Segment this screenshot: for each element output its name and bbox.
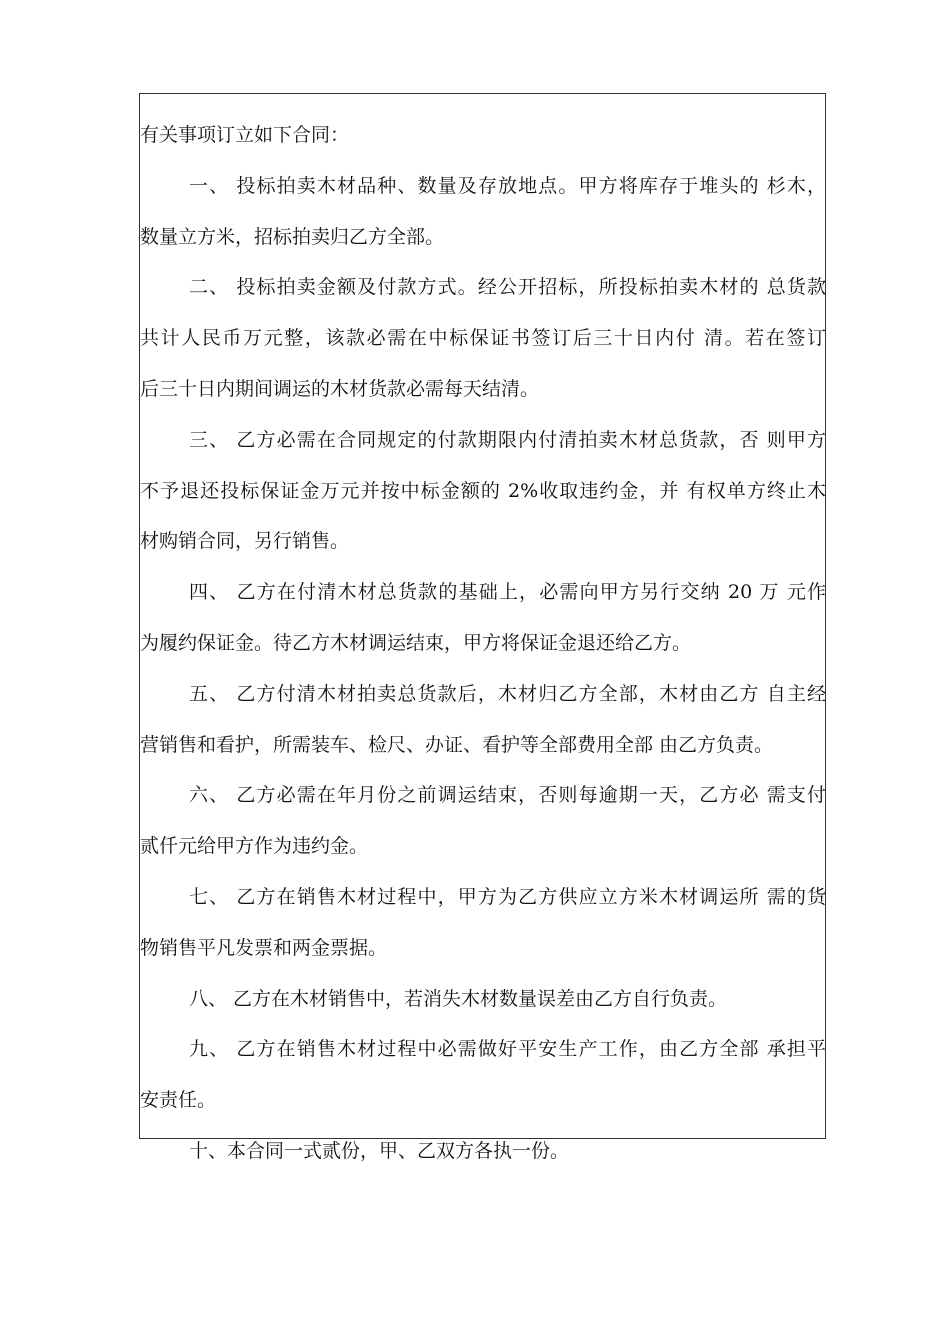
paragraph-line: 六、 乙方必需在年月份之前调运结束，否则每逾期一天，乙方必 需支付 [189, 784, 826, 807]
contract-paragraph [140, 1126, 826, 1177]
contract-paragraph [140, 262, 826, 414]
contract-paragraph [140, 770, 826, 872]
paragraph-line: 十、本合同一式贰份，甲、乙双方各执一份。 [189, 1139, 570, 1162]
paragraph-line: 材购销合同，另行销售。 [140, 530, 350, 553]
paragraph-line: 为履约保证金。待乙方木材调运结束，甲方将保证金退还给乙方。 [140, 631, 692, 654]
contract-paragraph [140, 161, 826, 263]
contract-paragraph [140, 872, 826, 974]
paragraph-line: 安责任。 [140, 1089, 217, 1112]
paragraph-line: 有关事项订立如下合同： [140, 124, 350, 146]
contract-paragraph [140, 974, 826, 1025]
paragraph-line: 共计人民币万元整，该款必需在中标保证书签订后三十日内付 清。若在签订 [140, 327, 826, 350]
contract-frame [139, 93, 826, 1162]
contract-paragraph [140, 669, 826, 771]
paragraph-line: 营销售和看护，所需装车、检尺、办证、看护等全部费用全部 由乙方负责。 [140, 733, 774, 756]
paragraph-line: 二、 投标拍卖金额及付款方式。经公开招标，所投标拍卖木材的 总货款 [189, 276, 826, 299]
contract-paragraph [140, 1024, 826, 1126]
paragraph-line: 一、 投标拍卖木材品种、数量及存放地点。甲方将库存于堆头的 杉木， [189, 174, 826, 197]
paragraph-line: 五、 乙方付清木材拍卖总货款后，木材归乙方全部，木材由乙方 自主经 [189, 682, 826, 705]
paragraph-line: 物销售平凡发票和两金票据。 [140, 936, 388, 959]
paragraph-line: 七、 乙方在销售木材过程中，甲方为乙方供应立方米木材调运所 需的货 [189, 885, 826, 908]
paragraph-line: 数量立方米，招标拍卖归乙方全部。 [140, 225, 445, 248]
paragraph-line: 贰仟元给甲方作为违约金。 [140, 835, 369, 858]
contract-paragraph [140, 415, 826, 567]
paragraph-line: 三、 乙方必需在合同规定的付款期限内付清拍卖木材总货款，否 则甲方 [189, 428, 826, 451]
contract-paragraph [140, 110, 826, 161]
paragraph-line: 四、 乙方在付清木材总货款的基础上，必需向甲方另行交纳 20 万 元作 [189, 581, 826, 604]
paragraph-line: 后三十日内期间调运的木材货款必需每天结清。 [140, 377, 540, 400]
paragraph-line: 九、 乙方在销售木材过程中必需做好平安生产工作，由乙方全部 承担平 [189, 1038, 826, 1061]
paragraph-line: 不予退还投标保证金万元并按中标金额的 2%收取违约金，并 有权单方终止木 [140, 479, 826, 502]
contract-paragraph [140, 567, 826, 669]
contract-body [140, 110, 826, 1177]
paragraph-line: 八、 乙方在木材销售中，若消失木材数量误差由乙方自行负责。 [189, 987, 728, 1010]
